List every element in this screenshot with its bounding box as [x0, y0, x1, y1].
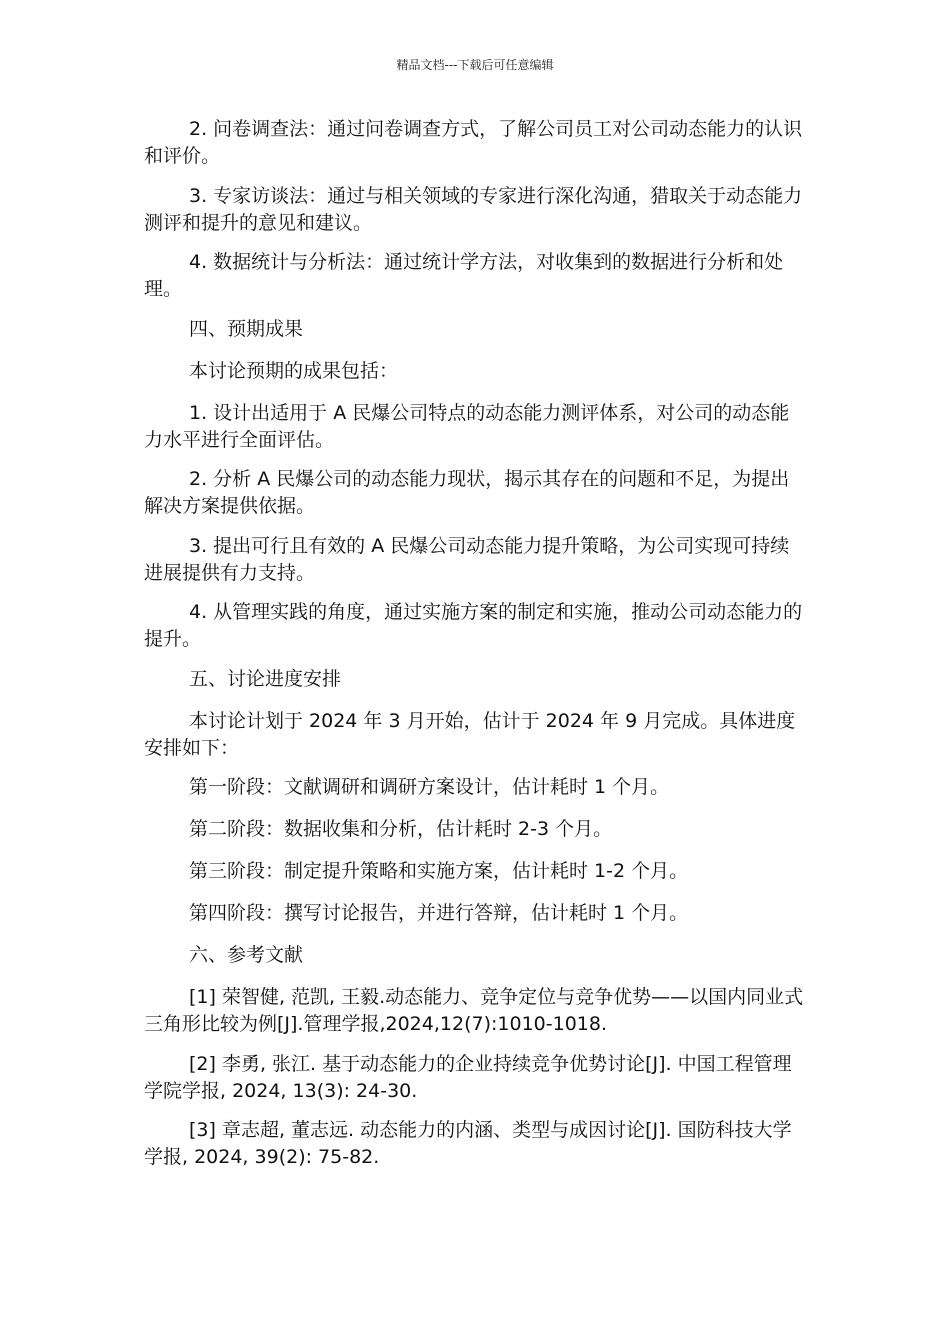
section-heading-references: 六、参考文献 [189, 944, 304, 966]
document-body [144, 116, 806, 1184]
paragraph-phase-4: 第四阶段：撰写讨论报告，并进行答辩，估计耗时 1 个月。 [189, 902, 689, 924]
reference-1: [1] 荣智健, 范凯, 王毅.动态能力、竞争定位与竞争优势——以国内同业式三角形比较为例[J].管理学报,2024,12(7):1010-1018. [144, 986, 804, 1035]
reference-2: [2] 李勇, 张江. 基于动态能力的企业持续竞争优势讨论[J]. 中国工程管理学院学报, 2024, 13(3): 24-30. [144, 1052, 792, 1102]
section-heading-schedule: 五、讨论进度安排 [189, 667, 342, 690]
paragraph-result-1: 1. 设计出适用于 A 民爆公司特点的动态能力测评体系，对公司的动态能力水平进行全面评估。 [144, 401, 790, 451]
paragraph-result-4: 4. 从管理实践的角度，通过实施方案的制定和实施，推动公司动态能力的提升。 [144, 601, 803, 650]
paragraph-schedule-intro: 本讨论计划于 2024 年 3 月开始，估计于 2024 年 9 月完成。具体进度安排如下： [144, 709, 796, 759]
section-heading-expected-results: 四、预期成果 [189, 317, 304, 340]
paragraph-result-3: 3. 提出可行且有效的 A 民爆公司动态能力提升策略，为公司实现可持续进展提供有力支持。 [144, 534, 790, 584]
paragraph-method-statistics: 4. 数据统计与分析法：通过统计学方法，对收集到的数据进行分析和处理。 [144, 251, 784, 300]
paragraph-phase-2: 第二阶段：数据收集和分析，估计耗时 2-3 个月。 [189, 818, 613, 840]
paragraph-result-2: 2. 分析 A 民爆公司的动态能力现状，揭示其存在的问题和不足，为提出解决方案提供依据。 [144, 468, 790, 517]
paragraph-method-expert-interview: 3. 专家访谈法：通过与相关领域的专家进行深化沟通，猎取关于动态能力测评和提升的意见和建议。 [144, 184, 803, 234]
paragraph-phase-1: 第一阶段：文献调研和调研方案设计，估计耗时 1 个月。 [189, 776, 670, 798]
paragraph-method-questionnaire: 2. 问卷调查法：通过问卷调查方式，了解公司员工对公司动态能力的认识和评价。 [144, 118, 803, 167]
paragraph-results-intro: 本讨论预期的成果包括： [189, 359, 399, 382]
paragraph-phase-3: 第三阶段：制定提升策略和实施方案，估计耗时 1-2 个月。 [189, 860, 689, 882]
page-header: 精品文档---下载后可任意编辑 [396, 58, 554, 72]
reference-3: [3] 章志超, 董志远. 动态能力的内涵、类型与成因讨论[J]. 国防科技大学学报, 2024, 39(2): 75-82. [144, 1119, 792, 1168]
